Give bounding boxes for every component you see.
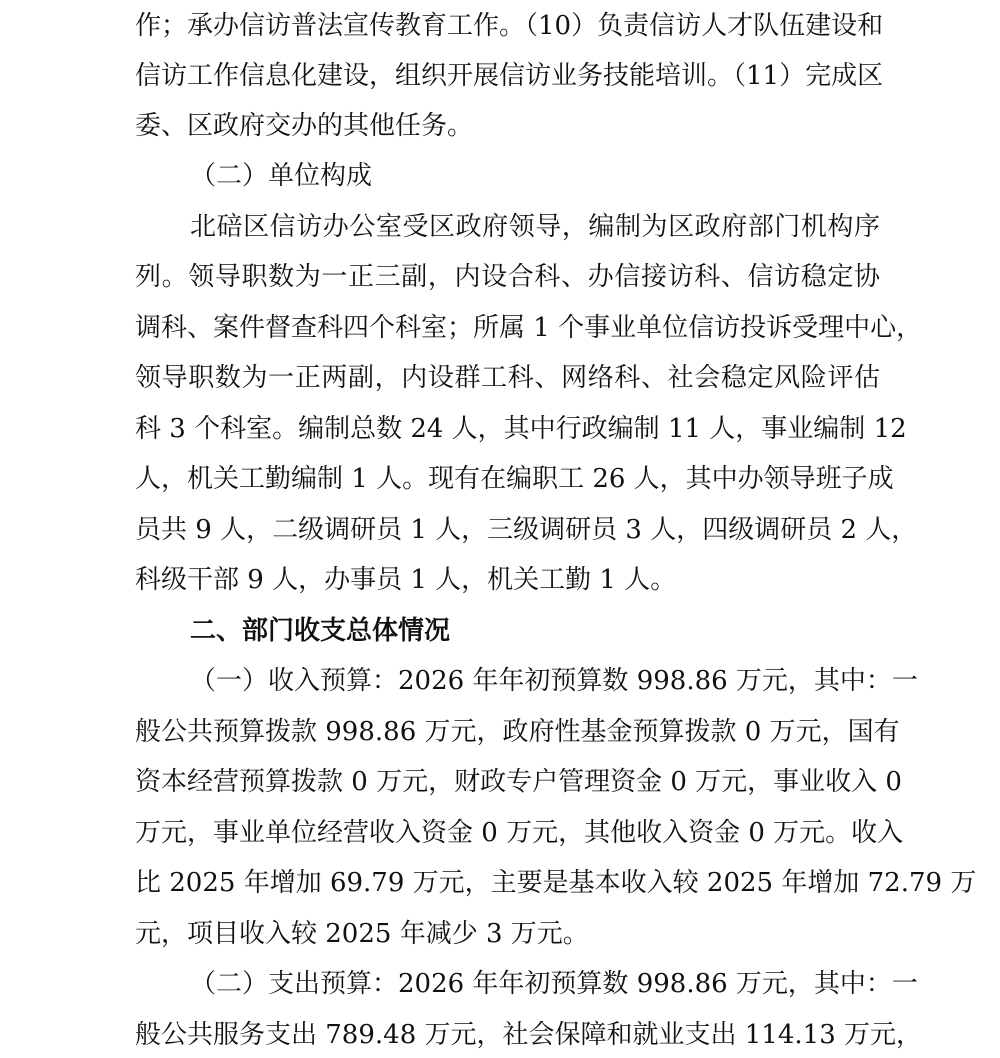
paragraph-line: 北碚区信访办公室受区政府领导，编制为区政府部门机构序 — [190, 212, 880, 242]
section-heading: （二）单位构成 — [190, 161, 373, 191]
paragraph-line: 调科、案件督查科四个科室；所属 1 个事业单位信访投诉受理中心， — [135, 313, 923, 343]
paragraph-line: 比 2025 年增加 69.79 万元，主要是基本收入较 2025 年增加 72.79 万 — [135, 868, 977, 898]
paragraph-line: 作；承办信访普法宣传教育工作。（10）负责信访人才队伍建设和 — [135, 11, 884, 41]
paragraph-line: 资本经营预算拨款 0 万元，财政专户管理资金 0 万元，事业收入 0 — [135, 767, 902, 797]
paragraph-line: 科 3 个科室。编制总数 24 人，其中行政编制 11 人，事业编制 12 — [135, 414, 907, 444]
paragraph-line: 万元，事业单位经营收入资金 0 万元，其他收入资金 0 万元。收入 — [135, 818, 904, 848]
paragraph-line: 列。领导职数为一正三副，内设合科、办信接访科、信访稳定协 — [135, 262, 880, 292]
paragraph-line: 委、区政府交办的其他任务。 — [135, 111, 474, 141]
paragraph-line: 科级干部 9 人，办事员 1 人，机关工勤 1 人。 — [135, 565, 677, 595]
section-heading: 二、部门收支总体情况 — [190, 616, 451, 646]
paragraph-line: （二）支出预算：2026 年年初预算数 998.86 万元，其中：一 — [190, 969, 918, 999]
paragraph-line: 领导职数为一正两副，内设群工科、网络科、社会稳定风险评估 — [135, 363, 880, 393]
paragraph-line: 般公共服务支出 789.48 万元，社会保障和就业支出 114.13 万元， — [135, 1020, 923, 1050]
paragraph-line: 信访工作信息化建设，组织开展信访业务技能培训。（11）完成区 — [135, 61, 884, 91]
paragraph-line: 元，项目收入较 2025 年减少 3 万元。 — [135, 919, 589, 949]
paragraph-line: （一）收入预算：2026 年年初预算数 998.86 万元，其中：一 — [190, 666, 918, 696]
paragraph-line: 般公共预算拨款 998.86 万元，政府性基金预算拨款 0 万元，国有 — [135, 717, 900, 747]
paragraph-line: 人，机关工勤编制 1 人。现有在编职工 26 人，其中办领导班子成 — [135, 464, 894, 494]
paragraph-line: 员共 9 人，二级调研员 1 人，三级调研员 3 人，四级调研员 2 人， — [135, 515, 918, 545]
